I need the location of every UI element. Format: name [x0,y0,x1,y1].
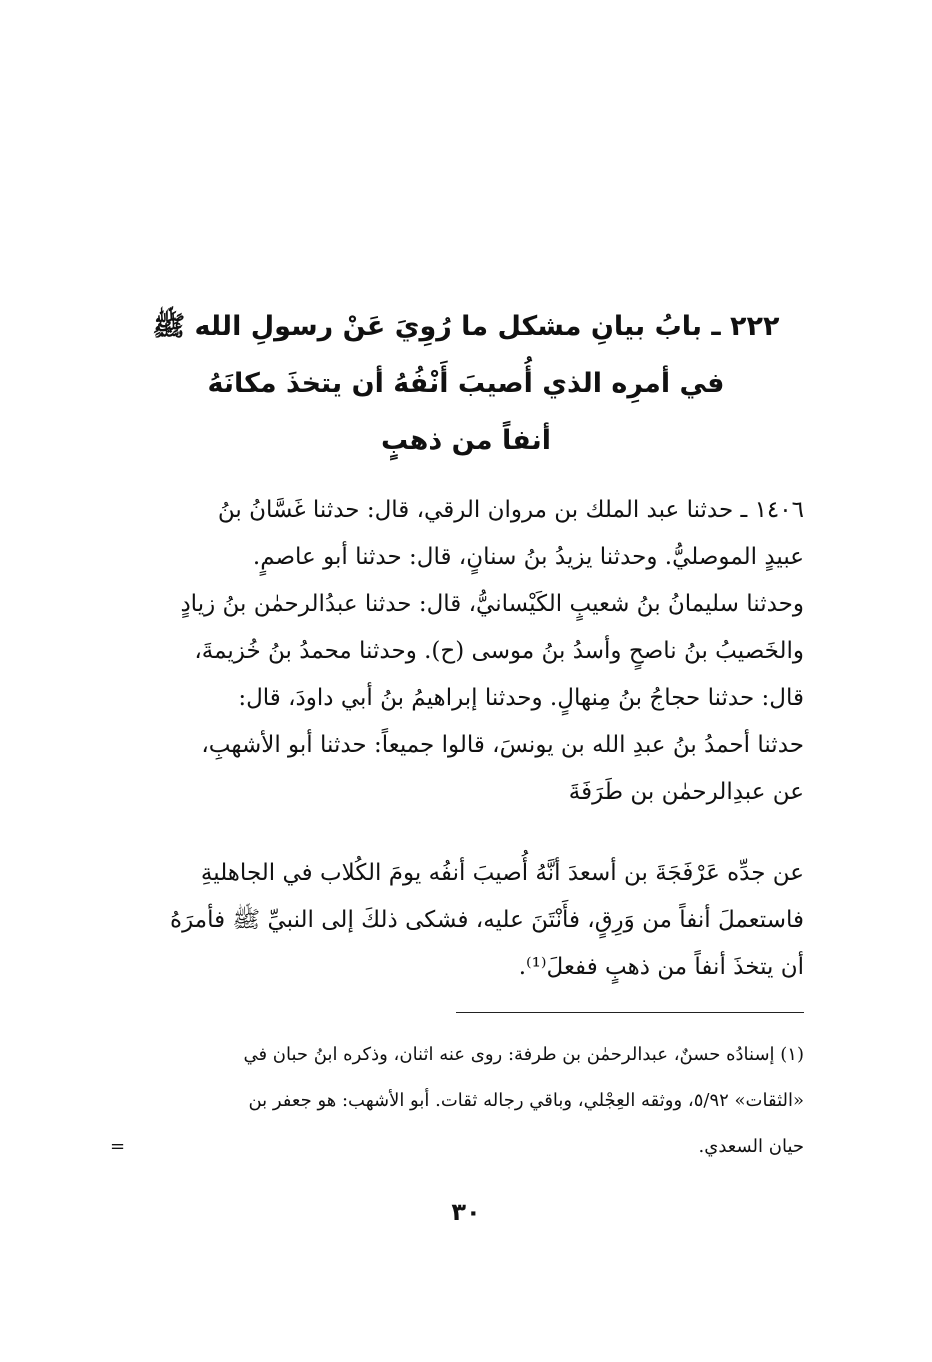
footnote-line: «الثقات» ٥/٩٢، ووثقه العِجْلي، وباقي رجاله ثقات. أبو الأشهب: هو جعفر بن [248,1090,804,1111]
text-line: ١٤٠٦ ـ حدثنا عبد الملك بن مروان الرقي، قال: حدثنا غَسَّانُ بنُ [217,497,804,523]
footnote-line: (١) إسنادُه حسنٌ، عبدالرحمٰن بن طرفة: روى عنه اثنان، وذكره ابنُ حبان في [243,1044,804,1065]
text-line: قال: حدثنا حجاجُ بنُ مِنهالٍ. وحدثنا إبراهيمُ بنُ أبي داودَ، قال: [238,685,804,711]
chapter-heading-line-1: ٢٢٢ ـ بابُ بيانِ مشكل ما رُوِيَ عَنْ رسولِ الله ﷺ [152,311,780,342]
text-line: والخَصيبُ بنُ ناصحٍ وأسدُ بنُ موسى (ح). وحدثنا محمدُ بنُ خُزيمةَ، [194,638,804,664]
footnote-continuation-mark: = [110,1136,126,1157]
chapter-heading [120,298,812,469]
chapter-heading-line-2: في أمرِه الذي أُصيبَ أَنْفُهُ أن يتخذَ مكانَهُ [207,368,725,399]
text-line: عبيدٍ الموصليُّ. وحدثنا يزيدُ بنُ سنانٍ، قال: حدثنا أبو عاصمٍ. [252,544,804,570]
text-line: عن عبدِالرحمٰن بن طَرَفَةَ [568,779,804,805]
text-line: حدثنا أحمدُ بنُ عبدِ الله بن يونسَ، قالوا جميعاً: حدثنا أبو الأشهبِ، [201,732,804,758]
text-line: عن جدِّه عَرْفَجَةَ بن أسعدَ أنَّهُ أُصيبَ أنفُه يومَ الكُلاب في الجاهليةِ [200,860,804,886]
hadith-isnad-paragraph [104,487,804,816]
footnote-text: حيان السعدي. [698,1136,804,1157]
hadith-matn-paragraph [104,850,804,991]
footnote-divider [456,1012,804,1013]
chapter-heading-line-3: أنفاً من ذهبٍ [381,425,551,456]
page-number: ٣٠ [451,1198,481,1226]
footnotes [104,1032,804,1170]
text-line: فاستعملَ أنفاً من وَرِقٍ، فأَنْتَنَ عليه، فشكى ذلكَ إلى النبيِّ ﷺ فأمرَهُ [170,907,804,933]
text-line: وحدثنا سليمانُ بنُ شعيبٍ الكَيْسانيُّ، قال: حدثنا عبدُالرحمٰن بنُ زيادٍ [180,591,804,617]
footnote-line-last [104,1124,804,1170]
text-line: أن يتخذَ أنفاً من ذهبٍ ففعلَ⁽¹⁾. [518,954,804,980]
